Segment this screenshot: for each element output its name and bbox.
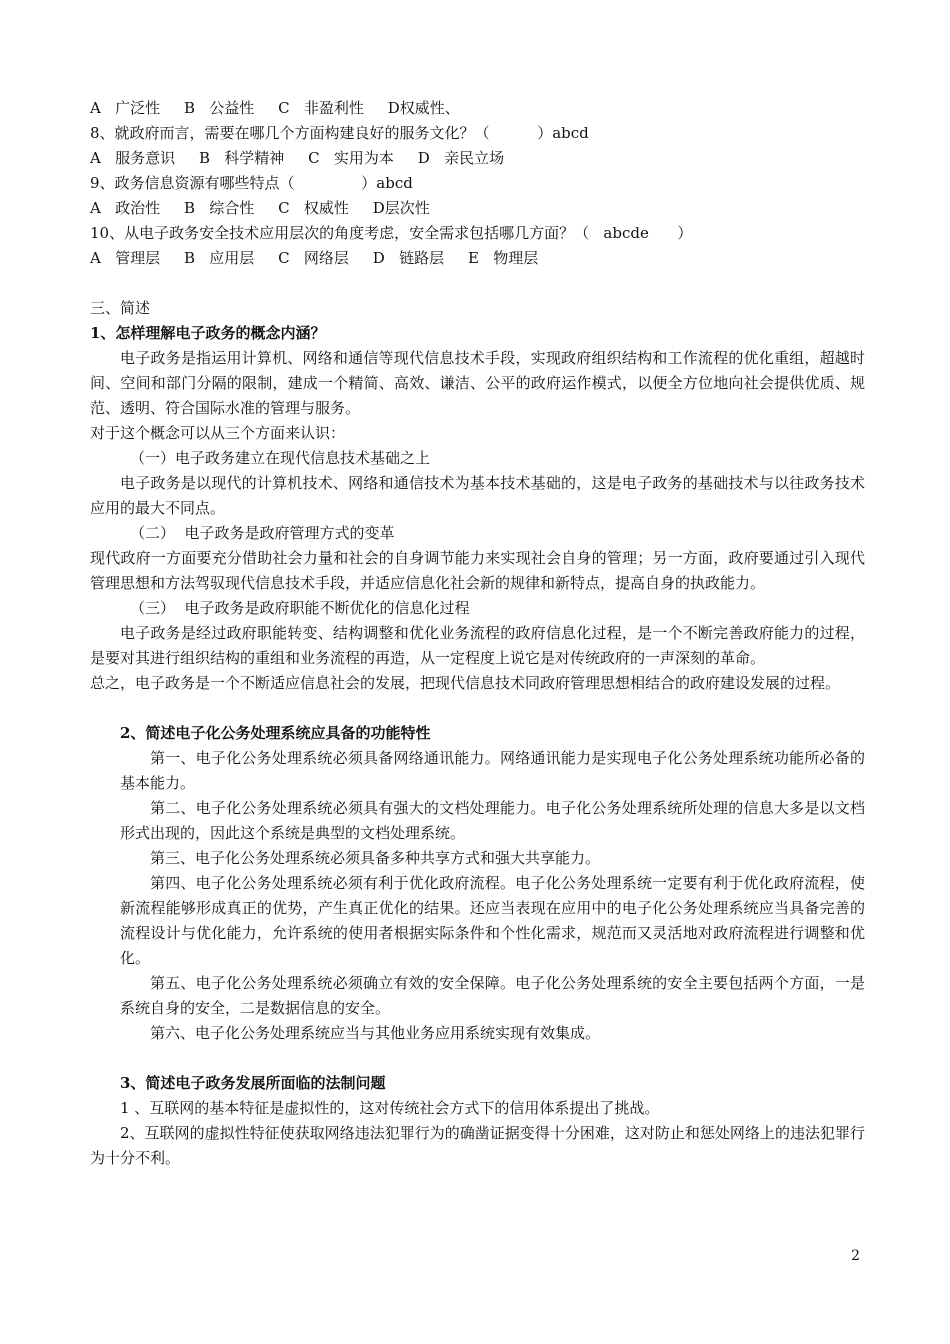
q1-summary: 总之，电子政务是一个不断适应信息社会的发展，把现代信息技术同政府管理思想相结合的政府建设发展的过程。 (90, 674, 841, 692)
q1-sub1-body: 电子政务是以现代的计算机技术、网络和通信技术为基本技术基础的，这是电子政务的基础技术与以往政务技术应用的最大不同点。 (90, 474, 865, 517)
q2-item: 第四、电子化公务处理系统必须有利于优化政府流程。电子化公务处理系统一定要有利于优化政府流程，使新流程能够形成真正的优势，产生真正优化的结果。还应当表现在应用中的电子化公务处理系统应当具备完善的流程设计与优化能力，允许系统的使用者根据实际条件和个性化需求，规范而又灵活地对政府流程进行调整和优化。 (120, 874, 865, 967)
spacer (90, 696, 865, 721)
page-number: 2 (851, 1248, 860, 1264)
q9-question: 9、政务信息资源有哪些特点（ ）abcd (90, 174, 413, 192)
q2-item: 第三、电子化公务处理系统必须具备多种共享方式和强大共享能力。 (150, 849, 601, 867)
section-heading: 三、简述 (90, 299, 151, 317)
q7-options: A 广泛性 B 公益性 C 非盈利性 D权威性、 (90, 99, 460, 117)
q9-options: A 政治性 B 综合性 C 权威性 D层次性 (90, 199, 430, 217)
q1-sub3-title: （三） 电子政务是政府职能不断优化的信息化过程 (130, 599, 470, 617)
q8-question: 8、就政府而言，需要在哪几个方面构建良好的服务文化？（ ）abcd (90, 124, 589, 142)
q3-title: 3、简述电子政务发展所面临的法制问题 (120, 1074, 386, 1092)
q8-options: A 服务意识 B 科学精神 C 实用为本 D 亲民立场 (90, 149, 505, 167)
spacer (90, 1046, 865, 1071)
q1-sub1-title: （一）电子政务建立在现代信息技术基础之上 (130, 449, 431, 467)
q2-item: 第一、电子化公务处理系统必须具备网络通讯能力。网络通讯能力是实现电子化公务处理系统功能所必备的基本能力。 (120, 749, 865, 792)
q3-item: 2、互联网的虚拟性特征使获取网络违法犯罪行为的确凿证据变得十分困难，这对防止和惩处网络上的违法犯罪行为十分不利。 (90, 1124, 865, 1167)
q1-paragraph-1: 电子政务是指运用计算机、网络和通信等现代信息技术手段，实现政府组织结构和工作流程的优化重组，超越时间、空间和部门分隔的限制，建成一个精简、高效、谦洁、公平的政府运作模式，以便全方位地向社会提供优质、规范、透明、符合国际水准的管理与服务。 (90, 349, 865, 417)
q2-item: 第二、电子化公务处理系统必须具有强大的文档处理能力。电子化公务处理系统所处理的信息大多是以文档形式出现的，因此这个系统是典型的文档处理系统。 (120, 799, 865, 842)
q10-options: A 管理层 B 应用层 C 网络层 D 链路层 E 物理层 (90, 249, 539, 267)
q2-item: 第六、电子化公务处理系统应当与其他业务应用系统实现有效集成。 (150, 1024, 601, 1042)
q1-sub3-body: 电子政务是经过政府职能转变、结构调整和优化业务流程的政府信息化过程，是一个不断完善政府能力的过程，是要对其进行组织结构的重组和业务流程的再造，从一定程度上说它是对传统政府的一声深刻的革命。 (90, 624, 865, 667)
q1-sub2-title: （二） 电子政务是政府管理方式的变革 (130, 524, 395, 542)
q3-item: 1 、互联网的基本特征是虚拟性的，这对传统社会方式下的信用体系提出了挑战。 (120, 1099, 660, 1117)
q10-question: 10、从电子政务安全技术应用层次的角度考虑，安全需求包括哪几方面？（ abcde ） (90, 224, 693, 242)
document-page (90, 96, 865, 1171)
q2-title: 2、简述电子化公务处理系统应具备的功能特性 (120, 724, 431, 742)
q2-item: 第五、电子化公务处理系统必须确立有效的安全保障。电子化公务处理系统的安全主要包括两个方面，一是系统自身的安全，二是数据信息的安全。 (120, 974, 865, 1017)
spacer (90, 271, 865, 296)
q1-paragraph-2: 对于这个概念可以从三个方面来认识： (90, 424, 346, 442)
q1-title: 1、怎样理解电子政务的概念内涵？ (90, 324, 326, 342)
q1-sub2-body: 现代政府一方面要充分借助社会力量和社会的自身调节能力来实现社会自身的管理；另一方面，政府要通过引入现代管理思想和方法驾驭现代信息技术手段，并适应信息化社会新的规律和新特点，提高自身的执政能力。 (90, 549, 865, 592)
